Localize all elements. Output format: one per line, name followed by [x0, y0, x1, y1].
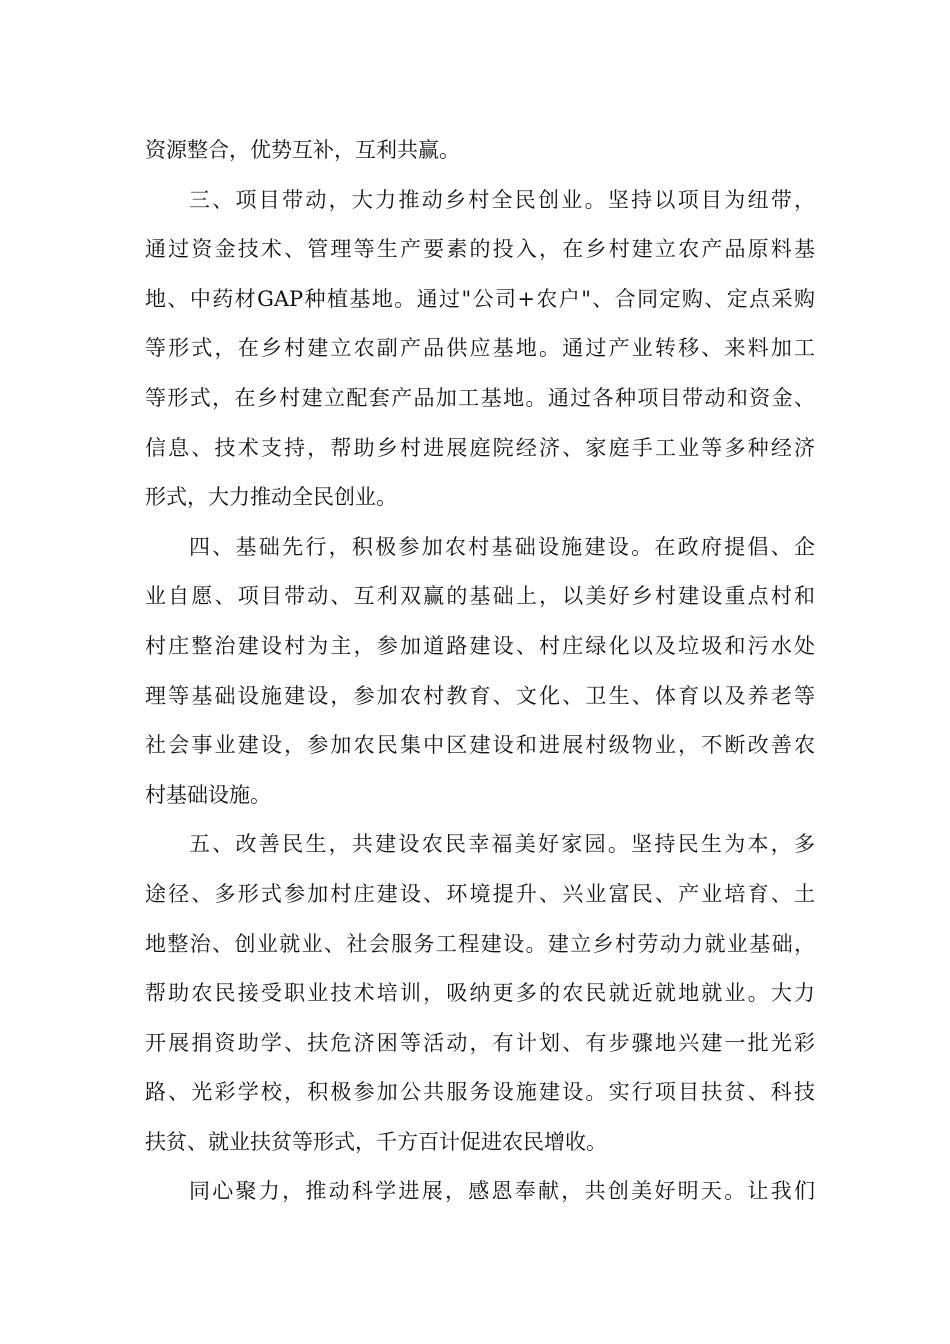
closing-paragraph-line: 同心聚力，推动科学进展，感恩奉献，共创美好明天。让我们: [189, 1179, 815, 1204]
paragraph-3-heading-line: 三、项目带动，大力推动乡村全民创业。坚持以项目为纽带，: [189, 187, 815, 212]
text-line: 途径、多形式参加村庄建设、环境提升、兴业富民、产业培育、土: [145, 881, 815, 906]
text-line: 等形式，在乡村建立配套产品加工基地。通过各种项目带动和资金、: [145, 385, 815, 410]
text-line: 开展捐资助学、扶危济困等活动，有计划、有步骤地兴建一批光彩: [145, 1030, 815, 1055]
text-line: 信息、技术支持，帮助乡村进展庭院经济、家庭手工业等多种经济: [145, 435, 815, 460]
text-line: 业自愿、项目带动、互利双赢的基础上，以美好乡村建设重点村和: [145, 584, 815, 609]
text-line: 资源整合，优势互补，互利共赢。: [145, 138, 460, 162]
text-line: 地、中药材GAP种植基地。通过"公司+农户"、合同定购、定点采购: [145, 286, 815, 311]
text-line: 帮助农民接受职业技术培训，吸纳更多的农民就近就地就业。大力: [145, 981, 815, 1006]
text-line: 扶贫、就业扶贫等形式，千方百计促进农民增收。: [145, 1129, 607, 1154]
text-line: 等形式，在乡村建立农副产品供应基地。通过产业转移、来料加工: [145, 336, 815, 361]
text-line: 村基础设施。: [145, 782, 271, 807]
text-line: 理等基础设施建设，参加农村教育、文化、卫生、体育以及养老等: [145, 683, 815, 708]
text-line: 形式，大力推动全民创业。: [145, 485, 397, 510]
text-line: 社会事业建设，参加农民集中区建设和进展村级物业，不断改善农: [145, 733, 815, 758]
paragraph-4-heading-line: 四、基础先行，积极参加农村基础设施建设。在政府提倡、企: [189, 534, 815, 559]
text-line: 通过资金技术、管理等生产要素的投入，在乡村建立农产品原料基: [145, 237, 815, 262]
text-line: 路、光彩学校，积极参加公共服务设施建设。实行项目扶贫、科技: [145, 1080, 815, 1105]
body-text: [145, 126, 815, 1217]
text-line: 村庄整治建设村为主，参加道路建设、村庄绿化以及垃圾和污水处: [145, 633, 815, 658]
text-line: 地整治、创业就业、社会服务工程建设。建立乡村劳动力就业基础，: [145, 931, 815, 956]
paragraph-5-heading-line: 五、改善民生，共建设农民幸福美好家园。坚持民生为本，多: [189, 832, 815, 857]
